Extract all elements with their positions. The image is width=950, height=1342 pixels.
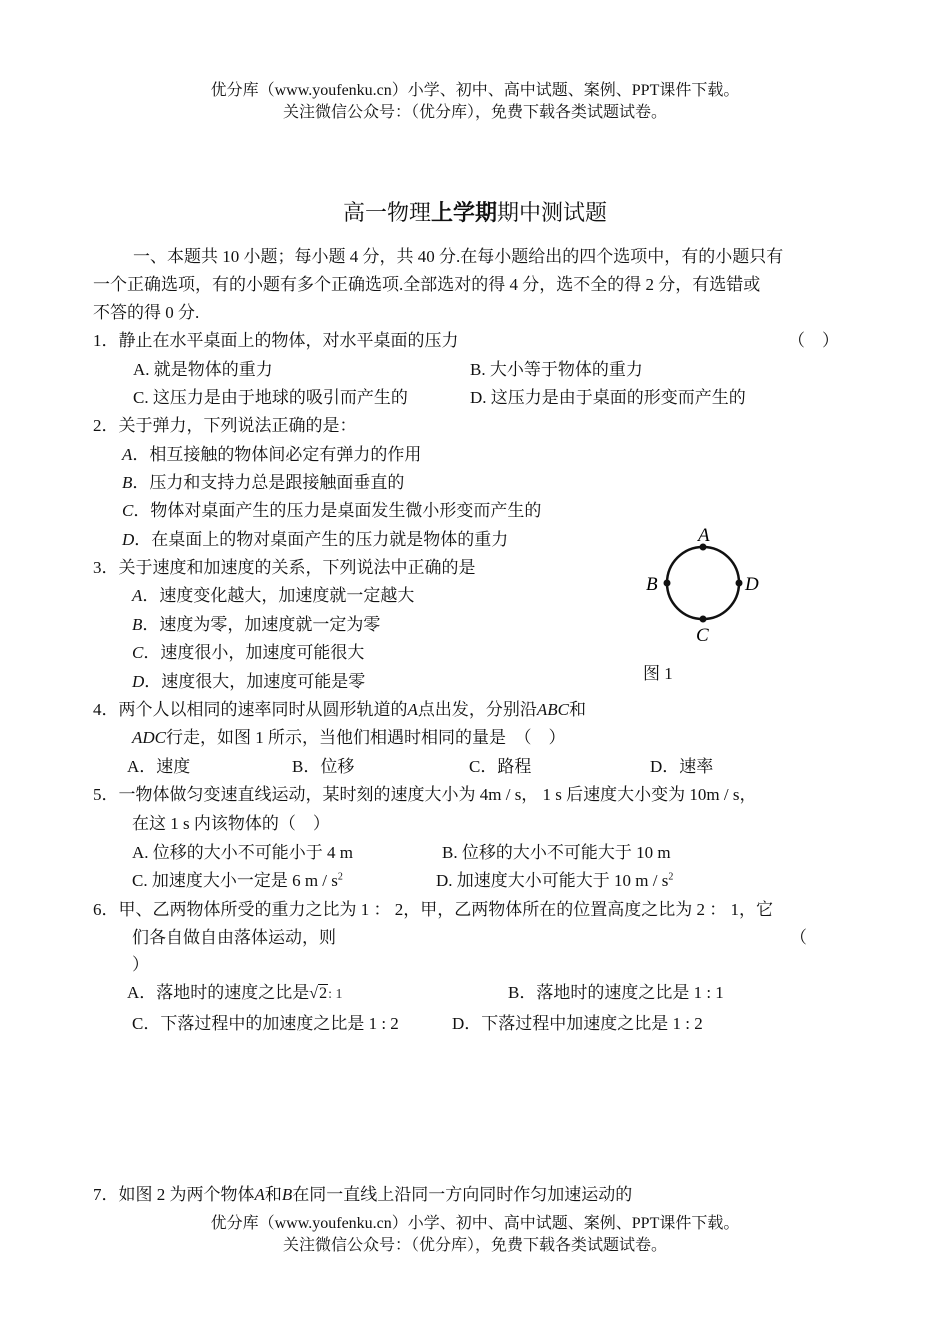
- q5-option-b: B. 位移的大小不可能大于 10 m: [442, 843, 671, 862]
- q5-stem-line-2: 在这 1 s 内该物体的（ ）: [132, 814, 330, 833]
- q6-stem-line-1: 6．甲、乙两物体所受的重力之比为 1 ： 2，甲，乙两物体所在的位置高度之比为 2 ： 1，它: [93, 900, 773, 919]
- q5-option-a: A. 位移的大小不可能小于 4 m: [132, 843, 353, 862]
- q1-stem: 1．静止在水平桌面上的物体，对水平桌面的压力: [93, 331, 459, 350]
- q6-option-b: B．落地时的速度之比是 1 : 1: [508, 983, 724, 1002]
- q4-option-a: A．速度: [127, 757, 191, 776]
- figure-1-caption: 图 1: [643, 664, 673, 683]
- q1-option-a: A. 就是物体的重力: [133, 360, 273, 379]
- q1-option-c: C. 这压力是由于地球的吸引而产生的: [133, 388, 408, 407]
- q5-stem-line-1: 5．一物体做匀变速直线运动，某时刻的速度大小为 4m / s， 1 s 后速度大小变为 10m / s，: [93, 785, 757, 804]
- intro-line-1: 一、本题共 10 小题；每小题 4 分，共 40 分.在每小题给出的四个选项中，有的小题只有: [133, 247, 784, 266]
- title-suffix: 期中测试题: [497, 200, 608, 225]
- q4-stem-line-1: 4．两个人以相同的速率同时从圆形轨道的A点出发，分别沿ABC和: [93, 700, 586, 719]
- q6-stem-line-2: 们各自做自由落体运动，则: [132, 928, 336, 947]
- q5-option-d: D. 加速度大小可能大于 10 m / $s^2$: [436, 871, 674, 890]
- sqrt-symbol: √2: [309, 985, 328, 1002]
- q6-option-a: A．落地时的速度之比是√2: 1: [127, 983, 343, 1002]
- q4-option-b: B．位移: [292, 757, 355, 776]
- point-c-label: C: [696, 625, 709, 646]
- intro-line-2: 一个正确选项，有的小题有多个正确选项.全部选对的得 4 分，选不全的得 2 分，有选错或: [93, 275, 761, 294]
- q3-stem: 3．关于速度和加速度的关系，下列说法中正确的是: [93, 558, 476, 577]
- point-b-label: B: [646, 574, 658, 595]
- point-c-dot: [700, 616, 707, 623]
- header-line-2: 关注微信公众号：（优分库），免费下载各类试题试卷。: [282, 104, 667, 121]
- q2-stem: 2．关于弹力，下列说法正确的是：: [93, 416, 357, 435]
- footer-line-1: 优分库（www.youfenku.cn）小学、初中、高中试题、案例、PPT课件下载。: [210, 1215, 740, 1232]
- q4-option-c: C．路程: [469, 757, 532, 776]
- intro-line-3: 不答的得 0 分.: [93, 303, 200, 322]
- footer-line-2: 关注微信公众号：（优分库），免费下载各类试题试卷。: [282, 1237, 667, 1254]
- title-bold: 上学期: [430, 200, 497, 225]
- header-line-1: 优分库（www.youfenku.cn）小学、初中、高中试题、案例、PPT课件下载。: [210, 82, 740, 99]
- q6-option-d: D．下落过程中加速度之比是 1 : 2: [452, 1014, 703, 1033]
- q7-stem: 7．如图 2 为两个物体A和B在同一直线上沿同一方向同时作匀加速运动的: [93, 1185, 633, 1204]
- q3-option-b: B．速度为零，加速度就一定为零: [132, 615, 381, 634]
- q6-paren-open: （: [790, 928, 807, 947]
- q6-paren-close: ）: [132, 955, 149, 974]
- q5-option-c: C. 加速度大小一定是 6 m / $s^2$: [132, 871, 343, 890]
- point-b-dot: [664, 580, 671, 587]
- q2-option-d: D．在桌面上的物对桌面产生的压力就是物体的重力: [122, 530, 509, 549]
- q4-stem-line-2: ADC行走，如图 1 所示，当他们相遇时相同的量是 （ ）: [132, 728, 566, 747]
- q3-option-a: A．速度变化越大，加速度就一定越大: [132, 586, 415, 605]
- q6-option-c: C．下落过程中的加速度之比是 1 : 2: [132, 1014, 399, 1033]
- q3-option-d: D．速度很大，加速度可能是零: [132, 672, 366, 691]
- q2-option-b: B．压力和支持力总是跟接触面垂直的: [122, 473, 405, 492]
- point-d-dot: [736, 580, 743, 587]
- q1-answer-paren: （ ）: [788, 331, 839, 350]
- q1-option-d: D. 这压力是由于桌面的形变而产生的: [470, 388, 746, 407]
- q2-option-a: A．相互接触的物体间必定有弹力的作用: [122, 445, 422, 464]
- title-prefix: 高一物理: [342, 200, 431, 225]
- point-a-label: A: [698, 525, 710, 546]
- page-title: [0, 196, 950, 227]
- circular-track: [667, 547, 739, 619]
- q3-option-c: C．速度很小，加速度可能很大: [132, 643, 365, 662]
- q2-option-c: C．物体对桌面产生的压力是桌面发生微小形变而产生的: [122, 501, 542, 520]
- figure-1-circle-diagram: [636, 516, 776, 646]
- q4-option-d: D．速率: [650, 757, 714, 776]
- point-d-label: D: [745, 574, 759, 595]
- q1-option-b: B. 大小等于物体的重力: [470, 360, 643, 379]
